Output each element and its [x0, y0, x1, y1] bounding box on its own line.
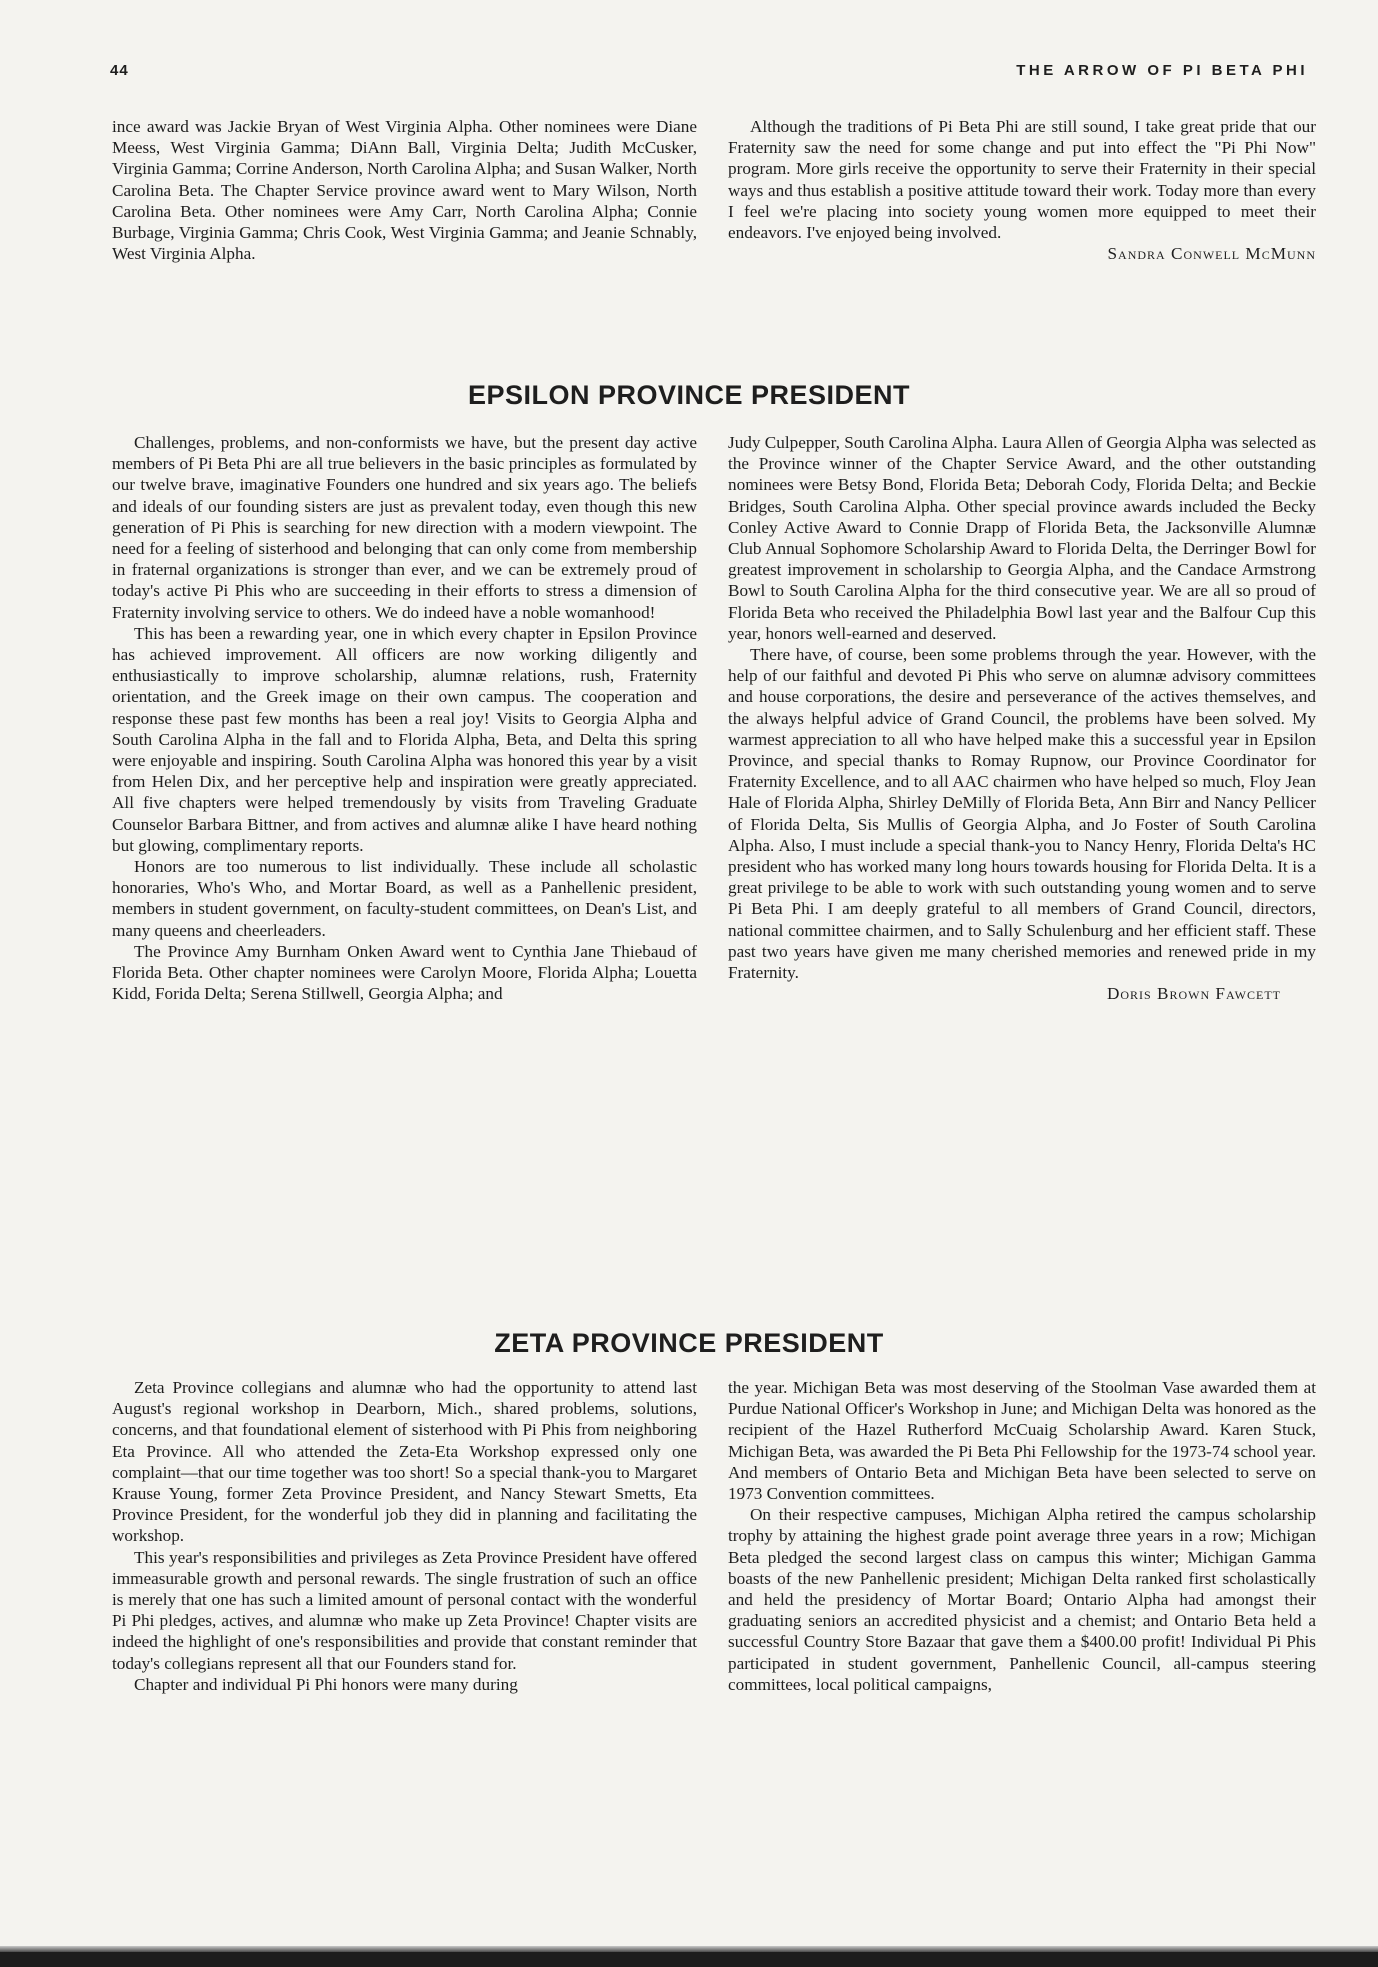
- journal-title: THE ARROW OF PI BETA PHI: [1016, 62, 1308, 79]
- zeta-left-paragraph-2: This year's responsibilities and privileges as Zeta Province President have offered immeasurable growth and personal rewards. The single frustration of such an office is merely that one has such a limited amount of personal contact with the wonderful Pi Phi pledges, actives, and alumnæ who make up Zeta Province! Chapter visits are indeed the highlight of one's responsibilities and provide that constant reminder that today's collegians represent all that our Founders stand for.: [112, 1547, 697, 1673]
- top-left-paragraph: ince award was Jackie Bryan of West Virginia Alpha. Other nominees were Diane Meess, West Virginia Gamma; DiAnn Ball, Virginia Delta; Judith McCusker, Virginia Gamma; Corrine Anderson, North Carolina Alpha; and Susan Walker, North Carolina Beta. The Chapter Service province award went to Mary Wilson, North Carolina Beta. Other nominees were Amy Carr, North Carolina Alpha; Connie Burbage, Virginia Gamma; Chris Cook, West Virginia Gamma; and Jeanie Schnably, West Virginia Alpha.: [112, 117, 697, 264]
- epsilon-heading: EPSILON PROVINCE PRESIDENT: [467, 380, 911, 410]
- top-right-column: [728, 116, 1316, 264]
- zeta-left-paragraph-3: Chapter and individual Pi Phi honors were many during: [134, 1674, 518, 1694]
- zeta-heading: ZETA PROVINCE PRESIDENT: [494, 1328, 884, 1358]
- page-number: 44: [110, 62, 129, 79]
- epsilon-left-paragraph-3: Honors are too numerous to list individually. These include all scholastic honoraries, Who's Who, and Mortar Board, as well as a Panhellenic president, members in student government, on faculty-student committees, on Dean's List, and many queens and cheerleaders.: [112, 857, 697, 940]
- epsilon-left-paragraph-2: This has been a rewarding year, one in which every chapter in Epsilon Province has achieved improvement. All officers are now working diligently and enthusiastically to improve scholarship, alumnæ relations, rush, Fraternity orientation, and the Greek image on their own campus. The cooperation and response these past few months has been a real joy! Visits to Georgia Alpha and South Carolina Alpha in the fall and to Florida Alpha, Beta, and Delta this spring were enjoyable and inspiring. South Carolina Alpha was honored this year by a visit from Helen Dix, and her perceptive help and inspiration were greatly appreciated. All five chapters were helped tremendously by visits from Traveling Graduate Counselor Barbara Bittner, and from actives and alumnæ alike I have heard nothing but glowing, complimentary reports.: [112, 623, 697, 855]
- zeta-right-column: [728, 1377, 1316, 1695]
- epsilon-right-column: [728, 432, 1316, 1004]
- signature-fawcett: Doris Brown Fawcett: [1106, 984, 1281, 1004]
- zeta-right-paragraph-2: On their respective campuses, Michigan Alpha retired the campus scholarship trophy by attaining the highest grade point average three years in a row; Michigan Beta pledged the second largest class on campus this winter; Michigan Gamma boasts of the new Panhellenic president; Michigan Delta ranked first scholastically and held the presidency of Mortar Board; Ontario Alpha had amongst their graduating seniors an accredited physicist and a chemist; and Ontario Beta held a successful Country Store Bazaar that gave them a $400.00 profit! Individual Pi Phis participated in student government, Panhellenic Council, all-campus steering committees, local political campaigns,: [728, 1505, 1316, 1694]
- signature-mcmunn: Sandra Conwell McMunn: [1107, 244, 1316, 264]
- running-head: [110, 62, 1308, 84]
- zeta-left-column: [112, 1377, 697, 1695]
- scan-edge: [0, 1952, 1378, 1967]
- epsilon-left-paragraph-4: The Province Amy Burnham Onken Award went to Cynthia Jane Thiebaud of Florida Beta. Other chapter nominees were Carolyn Moore, Florida Alpha; Louetta Kidd, Forida Delta; Serena Stillwell, Georgia Alpha; and: [112, 941, 697, 1004]
- epsilon-right-paragraph-1: Judy Culpepper, South Carolina Alpha. Laura Allen of Georgia Alpha was selected as the Province winner of the Chapter Service Award, and the other outstanding nominees were Betsy Bond, Florida Beta; Deborah Cody, Florida Delta; and Beckie Bridges, South Carolina Alpha. Other special province awards included the Becky Conley Active Award to Connie Drapp of Florida Beta, the Jacksonville Alumnæ Club Annual Sophomore Scholarship Award to Florida Delta, the Derringer Bowl for greatest improvement in scholarship to Georgia Alpha, and the Candace Armstrong Bowl to South Carolina Alpha for the third consecutive year. We are all so proud of Florida Beta who received the Philadelphia Bowl last year and the Balfour Cup this year, honors well-earned and deserved.: [728, 433, 1317, 643]
- zeta-right-paragraph-1: the year. Michigan Beta was most deserving of the Stoolman Vase awarded them at Purdue National Officer's Workshop in June; and Michigan Delta was honored as the recipient of the Hazel Rutherford McCuaig Scholarship Award. Karen Stuck, Michigan Beta, was awarded the Pi Beta Phi Fellowship for the 1973-74 school year. And members of Ontario Beta and Michigan Beta have been selected to serve on 1973 Convention committees.: [728, 1378, 1316, 1504]
- zeta-left-paragraph-1: Zeta Province collegians and alumnæ who had the opportunity to attend last August's regional workshop in Dearborn, Mich., shared problems, solutions, concerns, and that foundational element of sisterhood with Pi Phis from neighboring Eta Province. All who attended the Zeta-Eta Workshop expressed only one complaint—that our time together was too short! So a special thank-you to Margaret Krause Young, former Zeta Province President, and Nancy Stewart Smetts, Eta Province President, for the wonderful job they did in planning and facilitating the workshop.: [112, 1378, 697, 1546]
- top-right-paragraph: Although the traditions of Pi Beta Phi are still sound, I take great pride that our Fraternity saw the need for some change and put into effect the "Pi Phi Now" program. More girls receive the opportunity to serve their Fraternity in their special ways and thus establish a positive attitude toward their work. Today more than every I feel we're placing into society young women more equipped to meet their endeavors. I've enjoyed being involved.: [728, 117, 1316, 243]
- epsilon-right-paragraph-2: There have, of course, been some problems through the year. However, with the help of our faithful and devoted Pi Phis who serve on alumnæ advisory committees and house corporations, the desire and perseverance of the actives themselves, and the always helpful advice of Grand Council, the problems have been solved. My warmest appreciation to all who have helped make this a successful year in Epsilon Province, and special thanks to Romay Rupnow, our Province Coordinator for Fraternity Excellence, and to all AAC chairmen who have helped so much, Floy Jean Hale of Florida Alpha, Shirley DeMilly of Florida Beta, Ann Birr and Nancy Pellicer of Florida Delta, Sis Mullis of Georgia Alpha, and Jo Foster of South Carolina Alpha. Also, I must include a special thank-you to Nancy Henry, Florida Delta's HC president who has worked many long hours towards housing for Florida Delta. It is a great privilege to be able to work with such outstanding young women and to serve Pi Beta Phi. I am deeply grateful to all members of Grand Council, directors, national committee chairmen, and to Sally Schulenburg and her efficient staff. These past two years have given me many cherished memories and renewed pride in my Fraternity.: [728, 645, 1316, 983]
- epsilon-left-column: [112, 432, 697, 1004]
- epsilon-left-paragraph-1: Challenges, problems, and non-conformists we have, but the present day active members of Pi Beta Phi are all true believers in the basic principles as formulated by our twelve brave, imaginative Founders one hundred and six years ago. The beliefs and ideals of our founding sisters are just as prevalent today, even though this new generation of Pi Phis is searching for new direction with a modern viewpoint. The need for a feeling of sisterhood and belonging that can only come from membership in fraternal organizations is stronger than ever, and we can be extremely proud of today's active Pi Phis who are succeeding in their efforts to stress a dimension of Fraternity involving service to others. We do indeed have a noble womanhood!: [112, 433, 697, 622]
- top-left-column: [112, 116, 697, 264]
